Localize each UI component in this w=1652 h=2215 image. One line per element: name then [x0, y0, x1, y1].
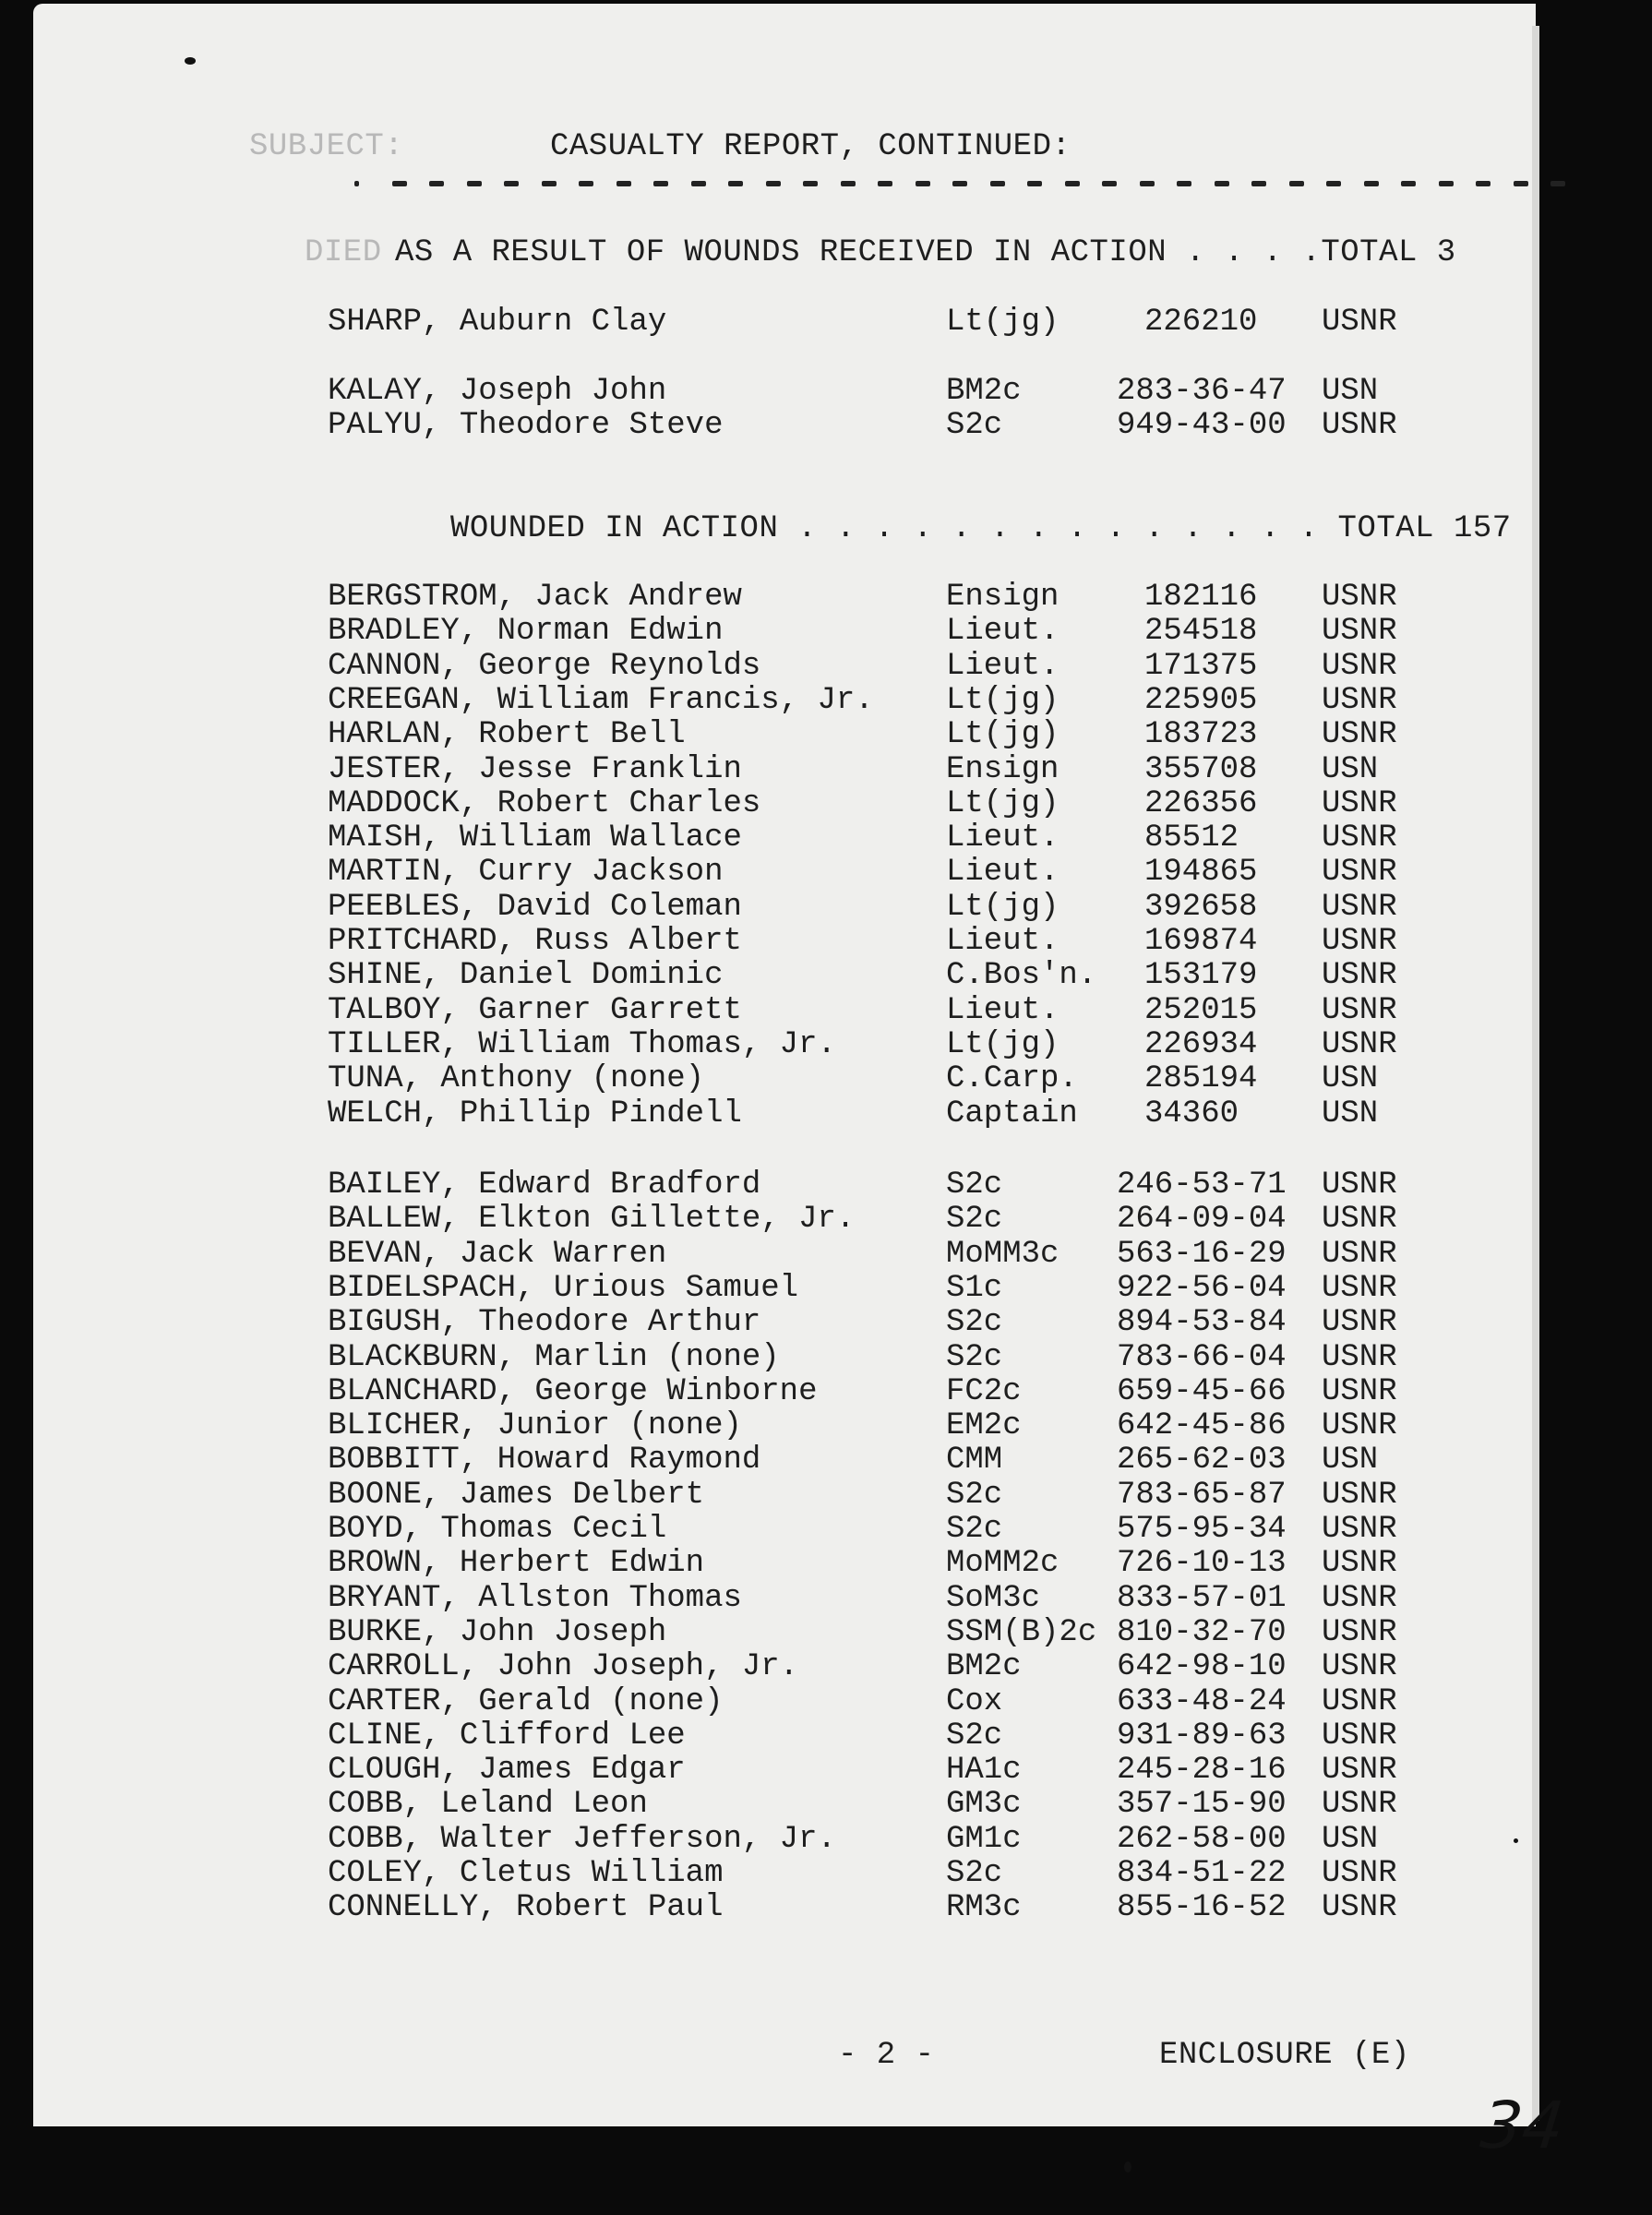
casualty-branch: USNR — [1322, 1167, 1397, 1203]
casualty-branch: USNR — [1322, 1753, 1397, 1789]
casualty-name: COLEY, Cletus William — [328, 1856, 724, 1891]
separator-dash — [952, 181, 967, 186]
casualty-service-number: 810-32-70 — [1117, 1614, 1287, 1650]
casualty-name: BRYANT, Allston Thomas — [328, 1580, 742, 1616]
casualty-service-number: 633-48-24 — [1117, 1683, 1287, 1719]
casualty-name: KALAY, Joseph John — [328, 374, 667, 409]
separator-dash — [467, 181, 482, 186]
separator-dash — [542, 181, 557, 186]
casualty-name: SHARP, Auburn Clay — [328, 305, 667, 340]
casualty-service-number: 357-15-90 — [1117, 1787, 1287, 1823]
casualty-name: BLANCHARD, George Winborne — [328, 1373, 818, 1409]
casualty-name: BIDELSPACH, Urious Samuel — [328, 1270, 799, 1306]
casualty-branch: USNR — [1322, 785, 1397, 821]
casualty-rank: Cox — [946, 1683, 1003, 1719]
casualty-name: CANNON, George Reynolds — [328, 648, 761, 684]
separator-dash — [617, 181, 631, 186]
casualty-rank: Ensign — [946, 580, 1059, 615]
casualty-name: MARTIN, Curry Jackson — [328, 855, 724, 891]
separator-dash — [579, 181, 593, 186]
casualty-rank: RM3c — [946, 1890, 1022, 1926]
casualty-service-number: 171375 — [1144, 648, 1258, 684]
casualty-name: BAILEY, Edward Bradford — [328, 1167, 761, 1203]
separator-dash — [392, 181, 407, 186]
casualty-branch: USNR — [1322, 1683, 1397, 1719]
casualty-service-number: 931-89-63 — [1117, 1718, 1287, 1754]
casualty-rank: S2c — [946, 1512, 1003, 1547]
casualty-service-number: 254518 — [1144, 614, 1258, 650]
casualty-branch: USNR — [1322, 1026, 1397, 1062]
casualty-rank: BM2c — [946, 374, 1022, 409]
casualty-branch: USNR — [1322, 1512, 1397, 1547]
casualty-rank: S2c — [946, 1477, 1003, 1513]
subject-label-faint: SUBJECT: — [249, 129, 404, 164]
casualty-name: CLINE, Clifford Lee — [328, 1718, 686, 1754]
casualty-branch: USNR — [1322, 924, 1397, 959]
separator-dash — [1326, 181, 1341, 186]
casualty-service-number: 246-53-71 — [1117, 1167, 1287, 1203]
casualty-rank: CMM — [946, 1443, 1003, 1479]
casualty-service-number: 355708 — [1144, 751, 1258, 787]
casualty-service-number: 262-58-00 — [1117, 1821, 1287, 1857]
casualty-name: CARTER, Gerald (none) — [328, 1683, 724, 1719]
separator-dash — [429, 181, 444, 186]
casualty-service-number: 283-36-47 — [1117, 374, 1287, 409]
separator-dash — [916, 181, 930, 186]
casualty-name: PALYU, Theodore Steve — [328, 408, 724, 444]
casualty-name: CLOUGH, James Edgar — [328, 1753, 686, 1789]
casualty-branch: USNR — [1322, 1236, 1397, 1272]
casualty-branch: USNR — [1322, 1614, 1397, 1650]
separator-dash — [990, 181, 1005, 186]
separator-dash — [1065, 181, 1080, 186]
casualty-service-number: 575-95-34 — [1117, 1512, 1287, 1547]
casualty-rank: FC2c — [946, 1373, 1022, 1409]
casualty-branch: USNR — [1322, 1649, 1397, 1685]
casualty-name: BEVAN, Jack Warren — [328, 1236, 667, 1272]
casualty-branch: USNR — [1322, 1477, 1397, 1513]
casualty-rank: SSM(B)2c — [946, 1614, 1097, 1650]
ink-speck — [1124, 2161, 1131, 2173]
casualty-rank: Lt(jg) — [946, 785, 1059, 821]
casualty-name: BALLEW, Elkton Gillette, Jr. — [328, 1202, 856, 1238]
casualty-branch: USNR — [1322, 717, 1397, 753]
section-heading-died-of-wounds: AS A RESULT OF WOUNDS RECEIVED IN ACTION . . . .TOTAL 3 — [395, 235, 1456, 270]
casualty-branch: USNR — [1322, 1890, 1397, 1926]
section-heading-wounded-in-action: WOUNDED IN ACTION . . . . . . . . . . . . . . TOTAL 157 — [450, 511, 1512, 546]
casualty-service-number: 949-43-00 — [1117, 408, 1287, 444]
casualty-rank: Lieut. — [946, 855, 1059, 891]
separator-dash — [1289, 181, 1304, 186]
separator-dash — [1476, 181, 1490, 186]
casualty-branch: USNR — [1322, 1373, 1397, 1409]
casualty-service-number: 392658 — [1144, 889, 1258, 925]
casualty-branch: USN — [1322, 374, 1379, 409]
casualty-service-number: 642-45-86 — [1117, 1408, 1287, 1444]
casualty-name: MADDOCK, Robert Charles — [328, 785, 761, 821]
casualty-rank: Lieut. — [946, 614, 1059, 650]
separator-dash — [1439, 181, 1454, 186]
casualty-branch: USNR — [1322, 682, 1397, 718]
casualty-service-number: 834-51-22 — [1117, 1856, 1287, 1891]
casualty-service-number: 922-56-04 — [1117, 1270, 1287, 1306]
casualty-service-number: 642-98-10 — [1117, 1649, 1287, 1685]
separator-dash — [1364, 181, 1379, 186]
casualty-rank: Lt(jg) — [946, 682, 1059, 718]
casualty-service-number: 783-66-04 — [1117, 1339, 1287, 1375]
casualty-branch: USNR — [1322, 1580, 1397, 1616]
separator-dash-line — [354, 181, 1582, 186]
casualty-name: BRADLEY, Norman Edwin — [328, 614, 724, 650]
separator-dash — [803, 181, 818, 186]
casualty-service-number: 226934 — [1144, 1026, 1258, 1062]
casualty-rank: GM3c — [946, 1787, 1022, 1823]
casualty-name: BURKE, John Joseph — [328, 1614, 667, 1650]
casualty-name: JESTER, Jesse Franklin — [328, 751, 742, 787]
casualty-branch: USN — [1322, 1443, 1379, 1479]
enclosure-label: ENCLOSURE (E) — [1159, 2038, 1410, 2073]
casualty-name: CREEGAN, William Francis, Jr. — [328, 682, 874, 718]
separator-dash — [1177, 181, 1191, 186]
separator-dash — [354, 181, 359, 186]
separator-dash — [1251, 181, 1266, 186]
casualty-service-number: 855-16-52 — [1117, 1890, 1287, 1926]
separator-dash — [1215, 181, 1229, 186]
casualty-branch: USNR — [1322, 855, 1397, 891]
casualty-rank: Lieut. — [946, 820, 1059, 856]
casualty-rank: S2c — [946, 1718, 1003, 1754]
casualty-branch: USNR — [1322, 408, 1397, 444]
casualty-branch: USNR — [1322, 305, 1397, 340]
casualty-branch: USNR — [1322, 1305, 1397, 1341]
casualty-name: TALBOY, Garner Garrett — [328, 992, 742, 1028]
separator-dash — [691, 181, 706, 186]
separator-dash — [878, 181, 892, 186]
casualty-branch: USNR — [1322, 958, 1397, 994]
casualty-branch: USNR — [1322, 1270, 1397, 1306]
casualty-branch: USNR — [1322, 580, 1397, 615]
casualty-rank: Ensign — [946, 751, 1059, 787]
casualty-rank: S2c — [946, 1339, 1003, 1375]
casualty-name: CARROLL, John Joseph, Jr. — [328, 1649, 799, 1685]
ink-speck — [185, 57, 196, 65]
casualty-service-number: 245-28-16 — [1117, 1753, 1287, 1789]
ink-speck — [1514, 1838, 1518, 1843]
casualty-name: BIGUSH, Theodore Arthur — [328, 1305, 761, 1341]
casualty-name: PEEBLES, David Coleman — [328, 889, 742, 925]
casualty-branch: USN — [1322, 1096, 1379, 1131]
casualty-name: SHINE, Daniel Dominic — [328, 958, 724, 994]
separator-dash — [504, 181, 519, 186]
casualty-branch: USNR — [1322, 1718, 1397, 1754]
casualty-branch: USN — [1322, 1821, 1379, 1857]
casualty-service-number: 194865 — [1144, 855, 1258, 891]
casualty-rank: BM2c — [946, 1649, 1022, 1685]
casualty-name: BROWN, Herbert Edwin — [328, 1546, 705, 1582]
casualty-name: MAISH, William Wallace — [328, 820, 742, 856]
casualty-branch: USNR — [1322, 1339, 1397, 1375]
casualty-rank: S2c — [946, 408, 1003, 444]
casualty-name: BLICHER, Junior (none) — [328, 1408, 742, 1444]
section-heading-prefix-faint: DIED — [305, 235, 382, 270]
document-page — [33, 4, 1536, 2126]
casualty-branch: USNR — [1322, 1546, 1397, 1582]
casualty-rank: MoMM2c — [946, 1546, 1059, 1582]
casualty-rank: S2c — [946, 1856, 1003, 1891]
casualty-service-number: 833-57-01 — [1117, 1580, 1287, 1616]
casualty-branch: USNR — [1322, 889, 1397, 925]
casualty-rank: S2c — [946, 1167, 1003, 1203]
casualty-branch: USNR — [1322, 1856, 1397, 1891]
casualty-rank: GM1c — [946, 1821, 1022, 1857]
separator-dash — [1550, 181, 1565, 186]
casualty-branch: USNR — [1322, 1787, 1397, 1823]
casualty-name: BERGSTROM, Jack Andrew — [328, 580, 742, 615]
separator-dash — [1102, 181, 1117, 186]
casualty-name: BOYD, Thomas Cecil — [328, 1512, 667, 1547]
separator-dash — [1027, 181, 1042, 186]
casualty-service-number: 285194 — [1144, 1061, 1258, 1097]
separator-dash — [728, 181, 743, 186]
casualty-rank: Lt(jg) — [946, 717, 1059, 753]
casualty-branch: USNR — [1322, 820, 1397, 856]
separator-dash — [1140, 181, 1155, 186]
casualty-rank: MoMM3c — [946, 1236, 1059, 1272]
separator-dash — [1514, 181, 1528, 186]
casualty-rank: Lieut. — [946, 924, 1059, 959]
casualty-branch: USNR — [1322, 648, 1397, 684]
casualty-service-number: 783-65-87 — [1117, 1477, 1287, 1513]
casualty-name: COBB, Leland Leon — [328, 1787, 648, 1823]
casualty-service-number: 563-16-29 — [1117, 1236, 1287, 1272]
casualty-service-number: 34360 — [1144, 1096, 1239, 1131]
casualty-service-number: 659-45-66 — [1117, 1373, 1287, 1409]
casualty-name: PRITCHARD, Russ Albert — [328, 924, 742, 959]
separator-dash — [841, 181, 856, 186]
casualty-name: COBB, Walter Jefferson, Jr. — [328, 1821, 836, 1857]
casualty-name: BOONE, James Delbert — [328, 1477, 705, 1513]
casualty-rank: S2c — [946, 1305, 1003, 1341]
casualty-service-number: 265-62-03 — [1117, 1443, 1287, 1479]
casualty-branch: USNR — [1322, 614, 1397, 650]
page-edge-shadow — [1532, 26, 1539, 2121]
casualty-service-number: 726-10-13 — [1117, 1546, 1287, 1582]
page-number: - 2 - — [838, 2038, 935, 2073]
separator-dash — [766, 181, 781, 186]
casualty-branch: USNR — [1322, 1408, 1397, 1444]
casualty-name: HARLAN, Robert Bell — [328, 717, 686, 753]
casualty-rank: C.Carp. — [946, 1061, 1078, 1097]
casualty-service-number: 264-09-04 — [1117, 1202, 1287, 1238]
casualty-branch: USN — [1322, 1061, 1379, 1097]
casualty-rank: S2c — [946, 1202, 1003, 1238]
casualty-name: BLACKBURN, Marlin (none) — [328, 1339, 780, 1375]
casualty-rank: Lieut. — [946, 648, 1059, 684]
casualty-service-number: 183723 — [1144, 717, 1258, 753]
casualty-rank: S1c — [946, 1270, 1003, 1306]
casualty-service-number: 169874 — [1144, 924, 1258, 959]
casualty-service-number: 252015 — [1144, 992, 1258, 1028]
casualty-rank: Lt(jg) — [946, 889, 1059, 925]
casualty-service-number: 182116 — [1144, 580, 1258, 615]
handwritten-page-number: 34 — [1477, 2088, 1568, 2163]
casualty-service-number: 85512 — [1144, 820, 1239, 856]
casualty-rank: HA1c — [946, 1753, 1022, 1789]
casualty-service-number: 153179 — [1144, 958, 1258, 994]
casualty-rank: SoM3c — [946, 1580, 1041, 1616]
casualty-name: CONNELLY, Robert Paul — [328, 1890, 724, 1926]
casualty-service-number: 894-53-84 — [1117, 1305, 1287, 1341]
casualty-service-number: 226356 — [1144, 785, 1258, 821]
casualty-name: TUNA, Anthony (none) — [328, 1061, 705, 1097]
casualty-name: TILLER, William Thomas, Jr. — [328, 1026, 836, 1062]
casualty-rank: Lieut. — [946, 992, 1059, 1028]
casualty-name: WELCH, Phillip Pindell — [328, 1096, 742, 1131]
casualty-service-number: 226210 — [1144, 305, 1258, 340]
casualty-rank: C.Bos'n. — [946, 958, 1097, 994]
casualty-rank: EM2c — [946, 1408, 1022, 1444]
document-title: CASUALTY REPORT, CONTINUED: — [550, 129, 1071, 164]
casualty-rank: Lt(jg) — [946, 1026, 1059, 1062]
casualty-branch: USNR — [1322, 992, 1397, 1028]
casualty-branch: USNR — [1322, 1202, 1397, 1238]
casualty-branch: USN — [1322, 751, 1379, 787]
casualty-service-number: 225905 — [1144, 682, 1258, 718]
casualty-rank: Lt(jg) — [946, 305, 1059, 340]
separator-dash — [653, 181, 668, 186]
casualty-rank: Captain — [946, 1096, 1078, 1131]
separator-dash — [1401, 181, 1416, 186]
casualty-name: BOBBITT, Howard Raymond — [328, 1443, 761, 1479]
